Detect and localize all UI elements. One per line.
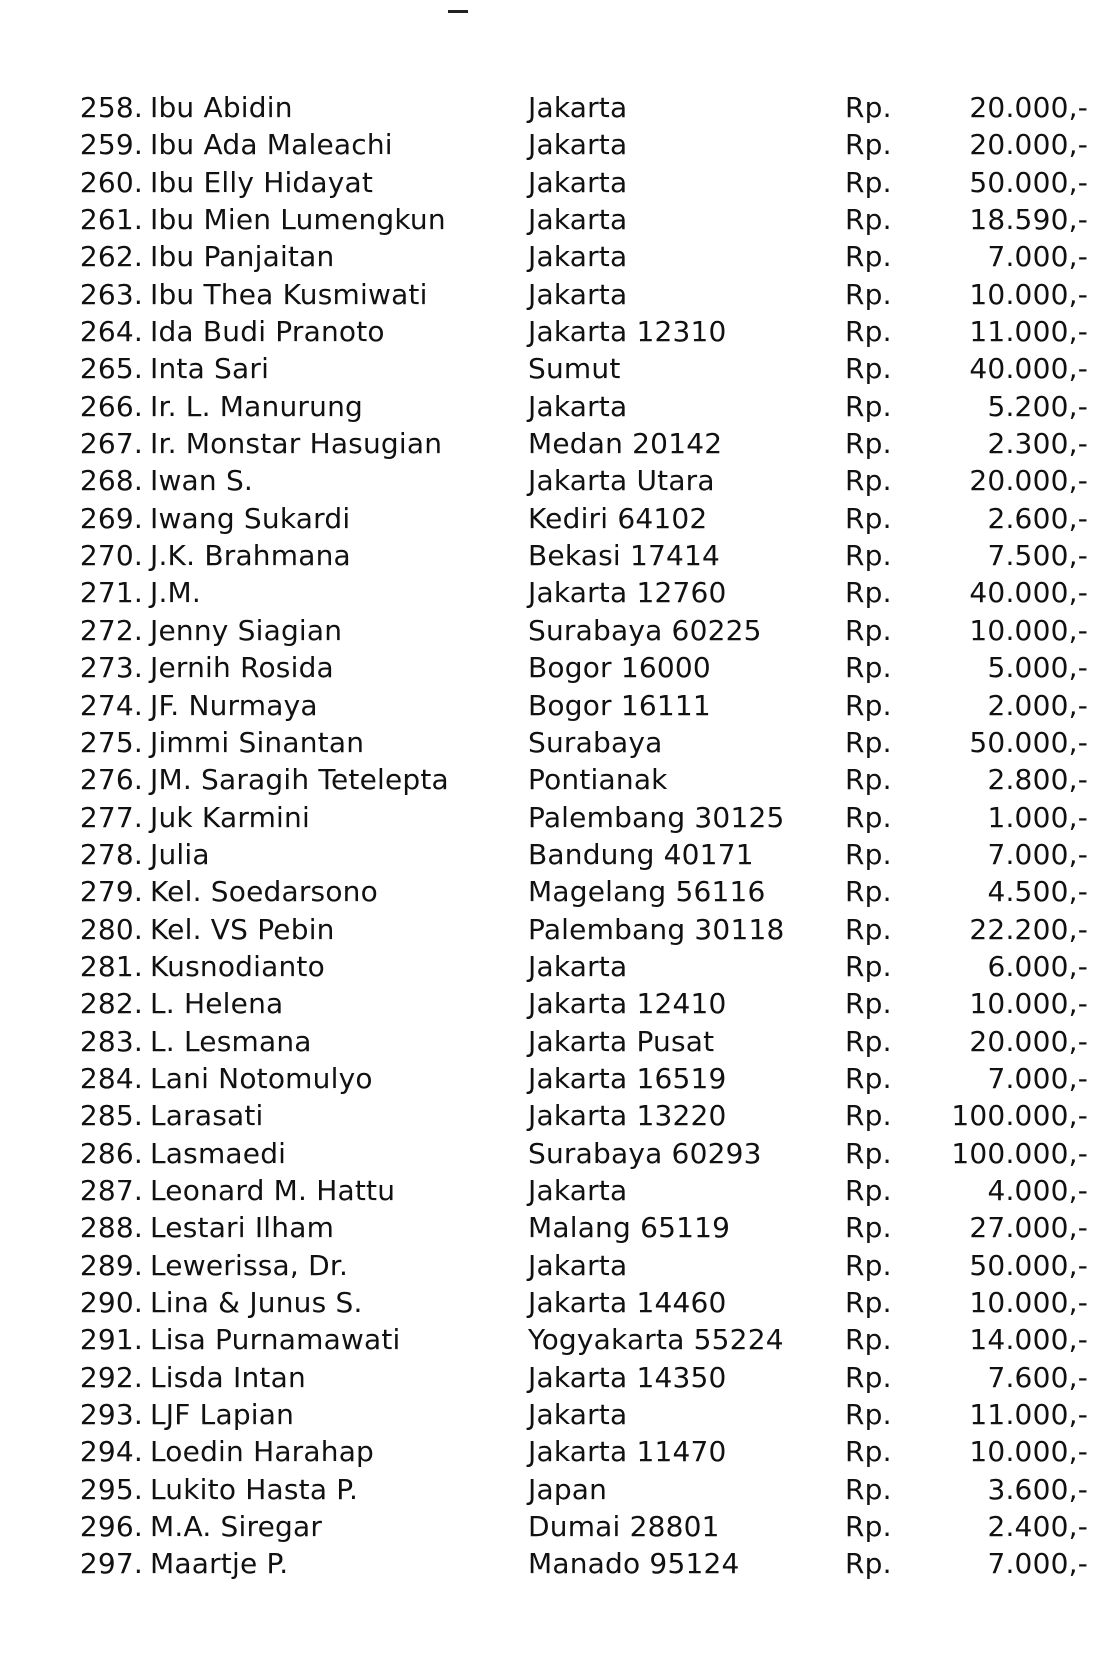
donor-row [0,873,1120,910]
entry-number: 278. [79,837,143,871]
entry-number: 269. [79,501,143,535]
entry-number: 296. [79,1510,143,1544]
entry-number: 272. [79,613,143,647]
donation-amount: 50.000,- [969,165,1088,199]
currency-label: Rp. [845,1472,892,1506]
donor-name: Lestari Ilham [150,1211,335,1245]
currency-label: Rp. [845,1024,892,1058]
donor-row [0,462,1120,499]
donation-amount: 20.000,- [969,128,1088,162]
donation-amount: 2.800,- [987,763,1088,797]
donor-row [0,1135,1120,1172]
donation-amount: 20.000,- [969,1024,1088,1058]
donor-name: JF. Nurmaya [150,688,318,722]
currency-label: Rp. [845,165,892,199]
donor-name: Jenny Siagian [150,613,343,647]
donor-name: Lewerissa, Dr. [150,1248,349,1282]
donor-name: Ibu Ada Maleachi [150,128,393,162]
donation-amount: 3.600,- [987,1472,1088,1506]
donor-city: Surabaya 60293 [528,1136,762,1170]
donor-name: JM. Saragih Tetelepta [150,763,449,797]
donor-row [0,1172,1120,1209]
donor-row [0,425,1120,462]
currency-label: Rp. [845,277,892,311]
entry-number: 261. [79,203,143,237]
currency-label: Rp. [845,1323,892,1357]
donor-city: Jakarta [528,203,628,237]
donor-name: Ibu Panjaitan [150,240,335,274]
donor-name: Lisa Purnamawati [150,1323,401,1357]
entry-number: 286. [79,1136,143,1170]
donation-amount: 10.000,- [969,987,1088,1021]
donor-name: J.K. Brahmana [150,539,351,573]
donation-amount: 2.600,- [987,501,1088,535]
donor-row [0,164,1120,201]
currency-label: Rp. [845,800,892,834]
donor-row [0,1284,1120,1321]
currency-label: Rp. [845,576,892,610]
currency-label: Rp. [845,688,892,722]
entry-number: 274. [79,688,143,722]
entry-number: 284. [79,1061,143,1095]
entry-number: 268. [79,464,143,498]
donor-city: Medan 20142 [528,427,723,461]
currency-label: Rp. [845,725,892,759]
donor-row [0,1396,1120,1433]
donor-name: Maartje P. [150,1547,289,1581]
donor-name: Loedin Harahap [150,1435,375,1469]
donor-name: Julia [150,837,210,871]
donation-amount: 5.200,- [987,389,1088,423]
entry-number: 279. [79,875,143,909]
donor-row [0,500,1120,537]
donor-row [0,313,1120,350]
donor-row [0,89,1120,126]
donor-city: Jakarta 14460 [528,1286,727,1319]
entry-number: 263. [79,277,143,311]
donor-city: Bogor 16111 [528,688,711,722]
donor-row [0,1209,1120,1246]
currency-label: Rp. [845,1061,892,1095]
entry-number: 266. [79,389,143,423]
donor-city: Bogor 16000 [528,651,711,685]
donor-name: LJF Lapian [150,1398,295,1432]
donation-amount: 2.300,- [987,427,1088,461]
donor-city: Jakarta 14350 [528,1360,727,1394]
donor-city: Jakarta [528,91,628,124]
currency-label: Rp. [845,1099,892,1133]
donor-name: Inta Sari [150,352,270,386]
currency-label: Rp. [845,240,892,274]
currency-label: Rp. [845,651,892,685]
donor-name: Lina & Junus S. [150,1286,363,1319]
donor-row [0,948,1120,985]
currency-label: Rp. [845,427,892,461]
donor-city: Bekasi 17414 [528,539,721,573]
donation-amount: 27.000,- [969,1211,1088,1245]
donation-amount: 10.000,- [969,277,1088,311]
entry-number: 264. [79,315,143,349]
donation-amount: 7.000,- [987,240,1088,274]
donor-row [0,388,1120,425]
donor-row [0,911,1120,948]
donor-city: Sumut [528,352,621,386]
donor-name: Ir. Monstar Hasugian [150,427,443,461]
donor-name: M.A. Siregar [150,1510,323,1544]
donor-city: Jakarta 13220 [528,1099,727,1133]
donor-row [0,126,1120,163]
donation-amount: 10.000,- [969,613,1088,647]
donation-amount: 4.000,- [987,1173,1088,1207]
donor-name: Ibu Abidin [150,91,293,124]
donor-city: Yogyakarta 55224 [528,1323,784,1357]
donation-amount: 40.000,- [969,352,1088,386]
entry-number: 277. [79,800,143,834]
donor-name: Ida Budi Pranoto [150,315,385,349]
donor-row [0,985,1120,1022]
donor-name: Kel. VS Pebin [150,912,335,946]
entry-number: 297. [79,1547,143,1581]
donor-city: Jakarta 12410 [528,987,727,1021]
donor-list [0,89,1120,1583]
donor-row [0,1545,1120,1582]
entry-number: 258. [79,91,143,124]
donation-amount: 1.000,- [987,800,1088,834]
donor-row [0,201,1120,238]
donation-amount: 22.200,- [969,912,1088,946]
donor-city: Surabaya 60225 [528,613,762,647]
donor-city: Jakarta Pusat [528,1024,715,1058]
donor-city: Jakarta [528,277,628,311]
entry-number: 267. [79,427,143,461]
entry-number: 271. [79,576,143,610]
donation-amount: 11.000,- [969,1398,1088,1432]
donation-amount: 10.000,- [969,1286,1088,1319]
donor-city: Jakarta [528,240,628,274]
donor-name: J.M. [150,576,202,610]
entry-number: 285. [79,1099,143,1133]
donor-city: Jakarta 11470 [528,1435,727,1469]
donation-amount: 40.000,- [969,576,1088,610]
donor-name: Lisda Intan [150,1360,306,1394]
currency-label: Rp. [845,1173,892,1207]
donation-amount: 50.000,- [969,725,1088,759]
donation-amount: 14.000,- [969,1323,1088,1357]
donor-city: Jakarta [528,1173,628,1207]
donor-city: Jakarta [528,1248,628,1282]
donor-city: Jakarta [528,389,628,423]
donor-name: Kel. Soedarsono [150,875,378,909]
donor-name: Lasmaedi [150,1136,287,1170]
entry-number: 292. [79,1360,143,1394]
currency-label: Rp. [845,91,892,124]
donor-row [0,1097,1120,1134]
currency-label: Rp. [845,1510,892,1544]
donor-name: Ir. L. Manurung [150,389,363,423]
donation-amount: 7.000,- [987,837,1088,871]
entry-number: 288. [79,1211,143,1245]
donor-name: Leonard M. Hattu [150,1173,396,1207]
donor-city: Jakarta 12760 [528,576,727,610]
donor-city: Manado 95124 [528,1547,740,1581]
currency-label: Rp. [845,352,892,386]
entry-number: 289. [79,1248,143,1282]
donation-amount: 7.600,- [987,1360,1088,1394]
entry-number: 291. [79,1323,143,1357]
donor-row [0,687,1120,724]
currency-label: Rp. [845,128,892,162]
donor-city: Dumai 28801 [528,1510,720,1544]
donor-row [0,537,1120,574]
donor-city: Jakarta [528,949,628,983]
currency-label: Rp. [845,763,892,797]
donation-amount: 18.590,- [969,203,1088,237]
donor-city: Jakarta [528,128,628,162]
donor-city: Jakarta Utara [528,464,715,498]
donor-name: Juk Karmini [150,800,310,834]
donor-name: Ibu Thea Kusmiwati [150,277,428,311]
donation-amount: 7.000,- [987,1547,1088,1581]
currency-label: Rp. [845,1547,892,1581]
currency-label: Rp. [845,389,892,423]
donor-row [0,649,1120,686]
donor-row [0,761,1120,798]
entry-number: 273. [79,651,143,685]
donor-name: Lani Notomulyo [150,1061,373,1095]
entry-number: 282. [79,987,143,1021]
donor-row [0,1023,1120,1060]
currency-label: Rp. [845,464,892,498]
donor-name: Ibu Mien Lumengkun [150,203,446,237]
entry-number: 259. [79,128,143,162]
donation-amount: 11.000,- [969,315,1088,349]
donor-row [0,1471,1120,1508]
donor-city: Bandung 40171 [528,837,754,871]
entry-number: 295. [79,1472,143,1506]
donor-row [0,612,1120,649]
entry-number: 294. [79,1435,143,1469]
donor-name: Kusnodianto [150,949,325,983]
currency-label: Rp. [845,539,892,573]
entry-number: 280. [79,912,143,946]
donor-row [0,276,1120,313]
donor-row [0,238,1120,275]
donor-row [0,1433,1120,1470]
donation-amount: 50.000,- [969,1248,1088,1282]
currency-label: Rp. [845,1136,892,1170]
donation-amount: 7.000,- [987,1061,1088,1095]
entry-number: 281. [79,949,143,983]
donor-name: Lukito Hasta P. [150,1472,359,1506]
donor-row [0,574,1120,611]
donor-row [0,799,1120,836]
entry-number: 260. [79,165,143,199]
currency-label: Rp. [845,1398,892,1432]
donor-city: Jakarta [528,1398,628,1432]
donor-row [0,836,1120,873]
currency-label: Rp. [845,912,892,946]
donor-row [0,350,1120,387]
donor-name: Iwan S. [150,464,254,498]
donor-row [0,1359,1120,1396]
donor-row [0,724,1120,761]
donation-amount: 2.000,- [987,688,1088,722]
entry-number: 275. [79,725,143,759]
currency-label: Rp. [845,613,892,647]
donor-row [0,1247,1120,1284]
donation-amount: 20.000,- [969,91,1088,124]
donation-amount: 5.000,- [987,651,1088,685]
currency-label: Rp. [845,875,892,909]
page-top-dash [448,10,468,13]
donor-city: Palembang 30118 [528,912,785,946]
donor-row [0,1060,1120,1097]
donor-city: Jakarta 16519 [528,1061,727,1095]
donor-name: L. Helena [150,987,284,1021]
donor-city: Pontianak [528,763,668,797]
donation-amount: 6.000,- [987,949,1088,983]
currency-label: Rp. [845,1286,892,1319]
donor-name: Larasati [150,1099,264,1133]
donation-amount: 100.000,- [951,1099,1088,1133]
donor-row [0,1321,1120,1358]
entry-number: 262. [79,240,143,274]
currency-label: Rp. [845,1435,892,1469]
donor-city: Palembang 30125 [528,800,785,834]
donor-name: L. Lesmana [150,1024,312,1058]
donation-amount: 7.500,- [987,539,1088,573]
entry-number: 287. [79,1173,143,1207]
donor-city: Jakarta [528,165,628,199]
donor-city: Magelang 56116 [528,875,766,909]
currency-label: Rp. [845,1248,892,1282]
entry-number: 293. [79,1398,143,1432]
donation-amount: 4.500,- [987,875,1088,909]
currency-label: Rp. [845,1211,892,1245]
donor-city: Malang 65119 [528,1211,731,1245]
entry-number: 265. [79,352,143,386]
donor-city: Japan [528,1472,608,1506]
donor-name: Ibu Elly Hidayat [150,165,374,199]
currency-label: Rp. [845,987,892,1021]
donor-city: Kediri 64102 [528,501,708,535]
currency-label: Rp. [845,315,892,349]
donor-city: Jakarta 12310 [528,315,727,349]
donor-city: Surabaya [528,725,663,759]
currency-label: Rp. [845,501,892,535]
donor-name: Iwang Sukardi [150,501,351,535]
donation-amount: 10.000,- [969,1435,1088,1469]
donation-amount: 100.000,- [951,1136,1088,1170]
donor-name: Jimmi Sinantan [150,725,365,759]
currency-label: Rp. [845,203,892,237]
donation-amount: 20.000,- [969,464,1088,498]
entry-number: 283. [79,1024,143,1058]
donor-name: Jernih Rosida [150,651,334,685]
entry-number: 290. [79,1286,143,1319]
currency-label: Rp. [845,837,892,871]
donor-row [0,1508,1120,1545]
entry-number: 270. [79,539,143,573]
currency-label: Rp. [845,949,892,983]
currency-label: Rp. [845,1360,892,1394]
donation-amount: 2.400,- [987,1510,1088,1544]
entry-number: 276. [79,763,143,797]
